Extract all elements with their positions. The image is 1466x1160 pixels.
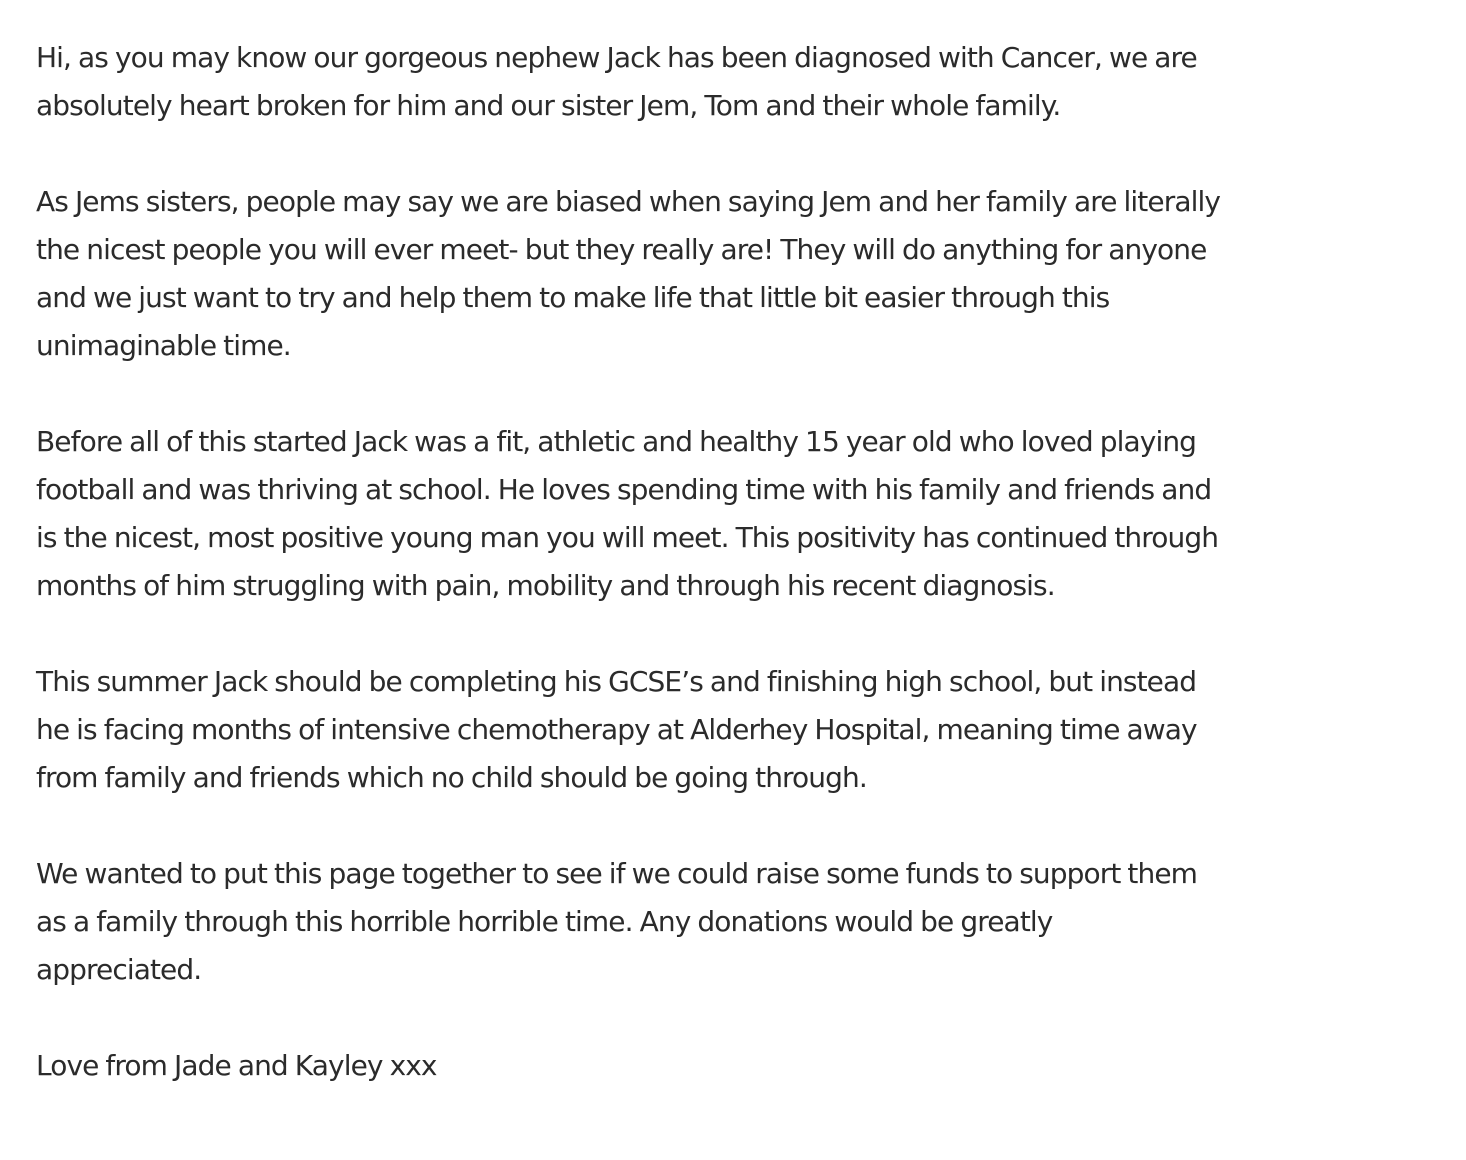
story-paragraph-treatment: This summer Jack should be completing his GCSE’s and finishing high school, but instead he is facing months of intensive chemotherapy at Alderhey Hospital, meaning time away from family and friends which no child should be going through. <box>36 665 1197 794</box>
story-paragraph-background: Before all of this started Jack was a fit, athletic and healthy 15 year old who loved playing football and was thriving at school. He loves spending time with his family and friends and is the nicest, most positive young man you will meet. This positivity has continued through months of him struggling with pain, mobility and through his recent diagnosis. <box>36 425 1219 602</box>
story-paragraph-family: As Jems sisters, people may say we are biased when saying Jem and her family are literally the nicest people you will ever meet- but they really are! They will do anything for anyone and we just want to try and help them to make life that little bit easier through this unimaginable time. <box>36 185 1221 362</box>
story-paragraph-intro: Hi, as you may know our gorgeous nephew Jack has been diagnosed with Cancer, we are absolutely heart broken for him and our sister Jem, Tom and their whole family. <box>36 41 1197 122</box>
story-paragraph-appeal: We wanted to put this page together to see if we could raise some funds to support them as a family through this horrible horrible time. Any donations would be greatly appreciated. <box>36 857 1198 986</box>
story-signoff: Love from Jade and Kayley xxx <box>36 1049 437 1082</box>
fundraiser-story <box>36 34 1416 1090</box>
